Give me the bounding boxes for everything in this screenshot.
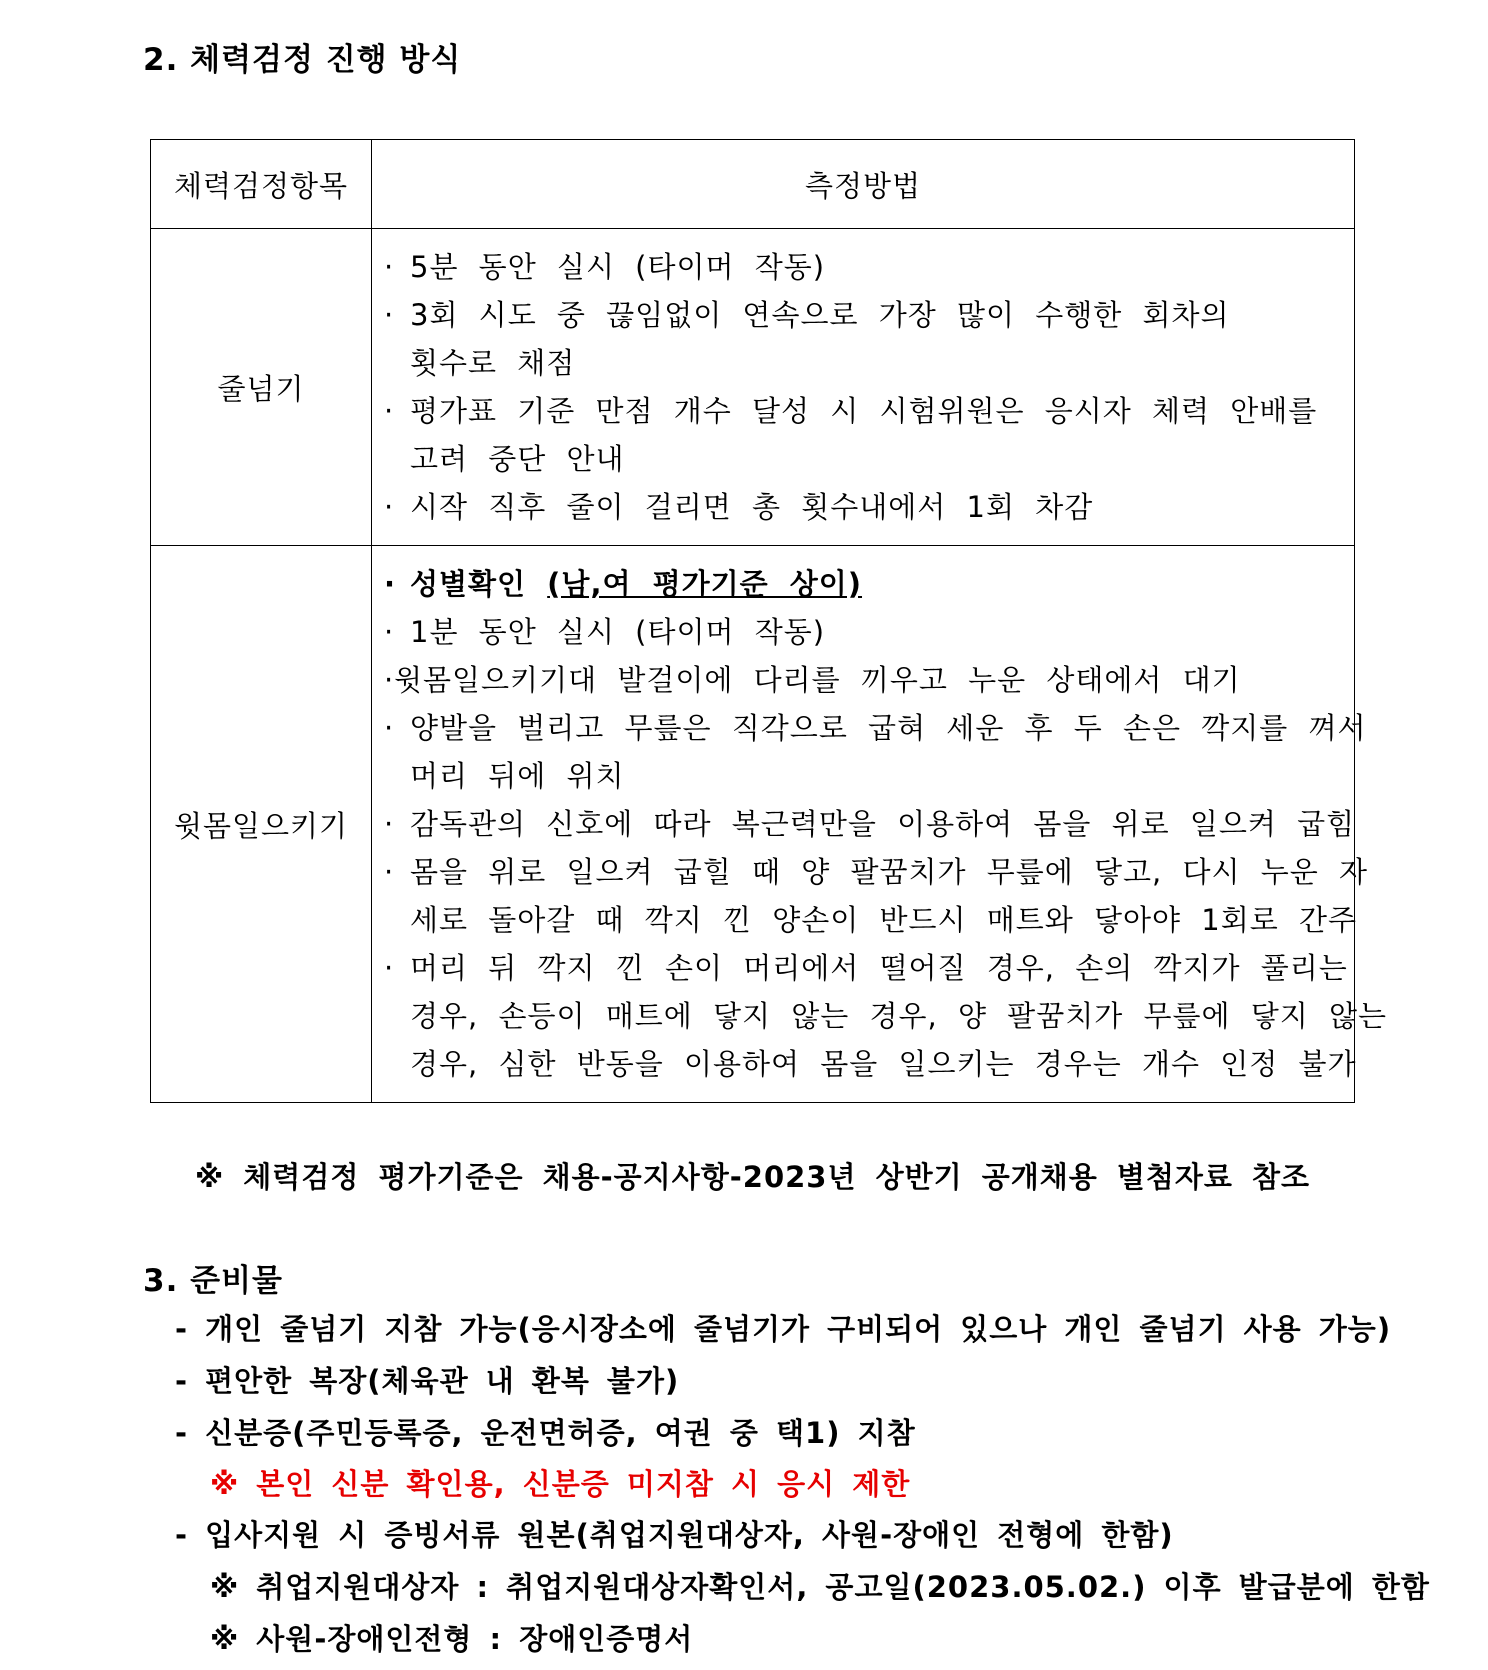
method-line-continued: 세로 돌아갈 때 깍지 낀 양손이 반드시 매트와 닿아야 1회로 간주 xyxy=(410,903,1357,937)
sub-note-employment-support: ※ 취업지원대상자 : 취업지원대상자확인서, 공고일(2023.05.02.) 이후 발급분에 한함 xyxy=(210,1570,1430,1604)
section-2-title: 2. 체력검정 진행 방식 xyxy=(143,42,462,78)
method-line-continued: 경우, 심한 반동을 이용하여 몸을 일으키는 경우는 개수 인정 불가 xyxy=(410,1047,1357,1081)
prep-item-id-card: - 신분증(주민등록증, 운전면허증, 여권 중 택1) 지참 xyxy=(175,1416,916,1450)
method-line: · 시작 직후 줄이 걸리면 총 횟수내에서 1회 차감 xyxy=(384,490,1094,524)
table-row-jump-rope xyxy=(151,229,1355,546)
sub-note-disability: ※ 사원-장애인전형 : 장애인증명서 xyxy=(210,1622,694,1656)
methods-sit-ups xyxy=(372,546,1387,1103)
table-row-sit-ups xyxy=(151,546,1355,1103)
prep-item-clothing: - 편안한 복장(체육관 내 환복 불가) xyxy=(175,1364,680,1398)
header-test-item: 체력검정항목 xyxy=(151,140,372,229)
method-line: · 양발을 벌리고 무릎은 직각으로 굽혀 세운 후 두 손은 깍지를 껴서 xyxy=(384,711,1367,745)
evaluation-criteria-note: ※ 체력검정 평가기준은 채용-공지사항-2023년 상반기 공개채용 별첨자료 참조 xyxy=(195,1160,1311,1194)
method-line-continued: 횟수로 채점 xyxy=(410,346,576,380)
method-line: · 평가표 기준 만점 개수 달성 시 시험위원은 응시자 체력 안배를 xyxy=(384,394,1318,428)
prep-item-jump-rope: - 개인 줄넘기 지참 가능(응시장소에 줄넘기가 구비되어 있으나 개인 줄넘기 사용 가능) xyxy=(175,1312,1392,1346)
methods-jump-rope xyxy=(372,229,1355,546)
method-line-continued: 머리 뒤에 위치 xyxy=(410,759,625,793)
prep-item-documents: - 입사지원 시 증빙서류 원본(취업지원대상자, 사원-장애인 전형에 한함) xyxy=(175,1518,1174,1552)
method-line: · 감독관의 신호에 따라 복근력만을 이용하여 몸을 위로 일으켜 굽힘 xyxy=(384,807,1356,841)
section-3-title: 3. 준비물 xyxy=(143,1263,283,1299)
method-line: · 윗몸일으키기대 발걸이에 다리를 끼우고 누운 상태에서 대기 xyxy=(384,663,1241,697)
method-line: · 머리 뒤 깍지 낀 손이 머리에서 떨어질 경우, 손의 깍지가 풀리는 xyxy=(384,951,1348,985)
item-sit-ups: 윗몸일으키기 xyxy=(151,546,372,1103)
method-line-continued: 고려 중단 안내 xyxy=(410,442,625,476)
item-jump-rope: 줄넘기 xyxy=(151,229,372,546)
fitness-test-table xyxy=(150,139,1387,1103)
method-line: · 5분 동안 실시 (타이머 작동) xyxy=(384,250,826,284)
method-line-gender-check: · 성별확인 (남,여 평가기준 상이) xyxy=(384,567,863,601)
id-warning-note: ※ 본인 신분 확인용, 신분증 미지참 시 응시 제한 xyxy=(210,1467,911,1501)
method-line: · 1분 동안 실시 (타이머 작동) xyxy=(384,615,826,649)
table-header-row xyxy=(151,140,1355,229)
method-line: · 3회 시도 중 끊임없이 연속으로 가장 많이 수행한 회차의 xyxy=(384,298,1230,332)
header-method: 측정방법 xyxy=(372,140,1355,229)
method-line: · 몸을 위로 일으켜 굽힐 때 양 팔꿈치가 무릎에 닿고, 다시 누운 자 xyxy=(384,855,1368,889)
method-line-continued: 경우, 손등이 매트에 닿지 않는 경우, 양 팔꿈치가 무릎에 닿지 않는 xyxy=(410,999,1387,1033)
